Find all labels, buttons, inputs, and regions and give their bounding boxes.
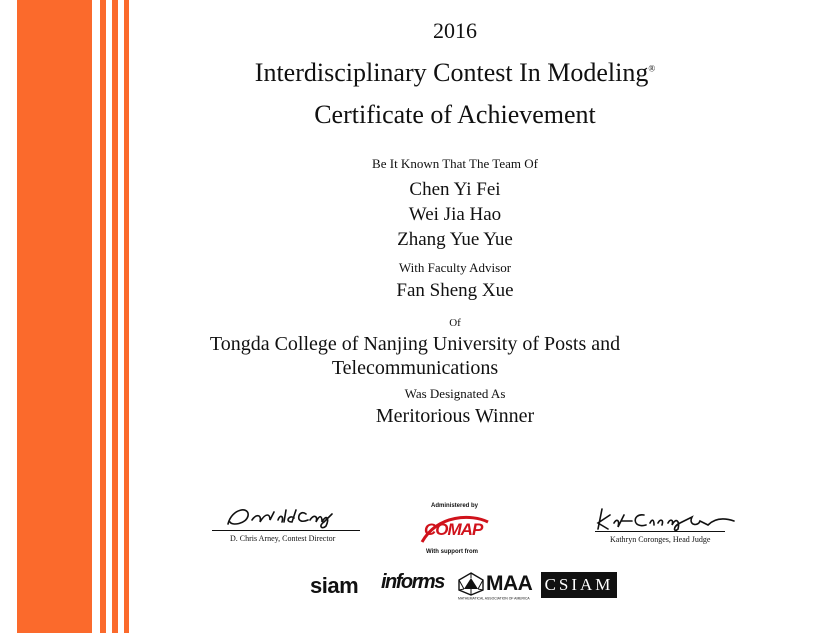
- team-member: Zhang Yue Yue: [397, 229, 513, 250]
- maa-logo: [458, 572, 536, 600]
- of-label: Of: [449, 317, 461, 329]
- team-member: Chen Yi Fei: [409, 179, 501, 200]
- contest-title: [140, 58, 770, 88]
- advisor-intro: With Faculty Advisor: [398, 260, 512, 275]
- decorative-stripe-2: [112, 0, 118, 633]
- comap-logo-text: COMAP: [424, 520, 483, 539]
- intro-text: Be It Known That The Team Of: [372, 156, 538, 171]
- director-signature-line: [212, 530, 360, 531]
- maa-logo-subtitle: MATHEMATICAL ASSOCIATION OF AMERICA: [458, 596, 530, 601]
- award-title: Meritorious Winner: [375, 405, 535, 427]
- maa-logo-text: MAA: [486, 572, 533, 595]
- csiam-logo-text: CSIAM: [544, 575, 614, 594]
- siam-logo: siam: [310, 573, 359, 598]
- support-label: With support from: [426, 549, 478, 555]
- decorative-stripe-1: [100, 0, 106, 633]
- registered-mark: ®: [648, 63, 656, 74]
- institution-line-2: Telecommunications: [331, 357, 499, 379]
- informs-logo: informs: [381, 571, 444, 593]
- team-member: Wei Jia Hao: [408, 204, 502, 225]
- designated-label: Was Designated As: [404, 386, 506, 401]
- judge-signature-line: [595, 531, 725, 532]
- decorative-stripe-3: [124, 0, 129, 633]
- director-caption: D. Chris Arney, Contest Director: [230, 534, 336, 543]
- judge-caption: Kathryn Coronges, Head Judge: [610, 535, 711, 544]
- certificate-year: 2016: [433, 18, 477, 43]
- decorative-stripe-wide: [17, 0, 92, 633]
- contest-title-text: Interdisciplinary Contest In Modeling: [254, 58, 649, 87]
- certificate-subtitle: Certificate of Achievement: [314, 100, 596, 129]
- administered-by-label: Administered by: [431, 503, 479, 509]
- institution-line-1: Tongda College of Nanjing University of Posts and: [209, 333, 621, 355]
- csiam-logo: [541, 572, 617, 598]
- comap-logo: [418, 512, 492, 548]
- maa-icosahedron-icon: [458, 572, 484, 596]
- director-signature: [222, 502, 362, 532]
- advisor-name: Fan Sheng Xue: [396, 280, 514, 301]
